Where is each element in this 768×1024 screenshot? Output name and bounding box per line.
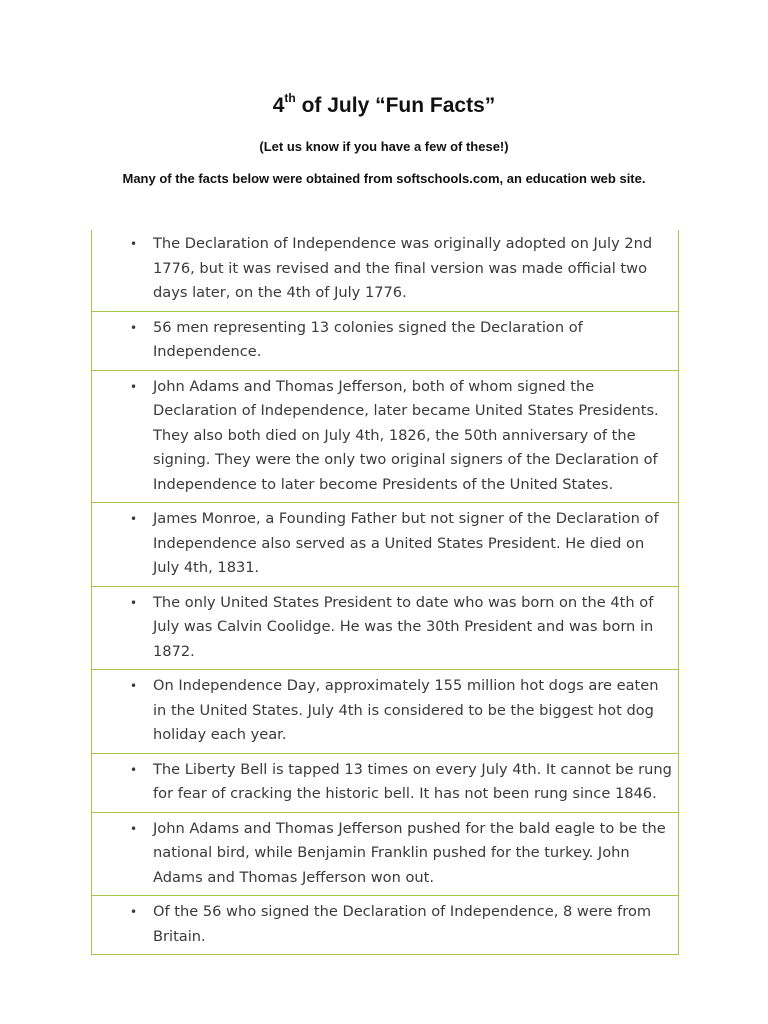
- bullet-icon: •: [130, 379, 138, 394]
- fact-text: James Monroe, a Founding Father but not signer of the Declaration of Independence also served as a United States President. He died on July 4th, 1831.: [153, 510, 659, 576]
- intro-text: Many of the facts below were obtained from softschools.com, an education web site.: [122, 171, 646, 186]
- fact-row: [92, 230, 678, 312]
- fact-text: On Independence Day, approximately 155 million hot dogs are eaten in the United States. July 4th is considered to be the biggest hot dog holiday each year.: [153, 677, 659, 743]
- page-subtitle: (Let us know if you have a few of these!): [259, 139, 509, 154]
- fact-row: [92, 754, 678, 813]
- bullet-icon: •: [130, 237, 138, 251]
- fact-row: [92, 371, 678, 504]
- bullet-icon: •: [130, 821, 138, 836]
- fact-text: 56 men representing 13 colonies signed the Declaration of Independence.: [153, 318, 583, 360]
- fact-row: [92, 312, 678, 371]
- facts-table: [91, 230, 679, 955]
- bullet-icon: •: [130, 905, 138, 919]
- title-text: of July “Fun Facts”: [295, 94, 496, 117]
- fact-row: [92, 813, 678, 897]
- fact-row: [92, 587, 678, 671]
- bullet-icon: •: [130, 320, 138, 335]
- page-title: [0, 93, 768, 118]
- bullet-icon: •: [130, 595, 138, 610]
- fact-text: John Adams and Thomas Jefferson, both of whom signed the Declaration of Independence, later became United States Presidents. They also both died on July 4th, 1826, the 50th anniversary of the signing. They were the only two original signers of the Declaration of Independence to later become Presidents of the United States.: [153, 377, 659, 493]
- fact-text: The Liberty Bell is tapped 13 times on every July 4th. It cannot be rung for fear of cracking the historic bell. It has not been rung since 1846.: [153, 760, 672, 802]
- fact-row: [92, 670, 678, 754]
- bullet-icon: •: [130, 679, 138, 693]
- fact-text: The only United States President to date who was born on the 4th of July was Calvin Coolidge. He was the 30th President and was born in 1872.: [153, 593, 654, 660]
- title-superscript: th: [284, 91, 296, 105]
- fact-text: The Declaration of Independence was originally adopted on July 2nd 1776, but it was revised and the final version was made official two days later, on the 4th of July 1776.: [153, 235, 653, 301]
- bullet-icon: •: [130, 762, 138, 777]
- fact-row: [92, 503, 678, 587]
- fact-text: Of the 56 who signed the Declaration of Independence, 8 were from Britain.: [153, 903, 652, 945]
- bullet-icon: •: [130, 512, 138, 526]
- fact-row: [92, 896, 678, 954]
- fact-text: John Adams and Thomas Jefferson pushed for the bald eagle to be the national bird, while Benjamin Franklin pushed for the turkey. John Adams and Thomas Jefferson won out.: [153, 819, 666, 886]
- title-number: 4: [272, 94, 285, 117]
